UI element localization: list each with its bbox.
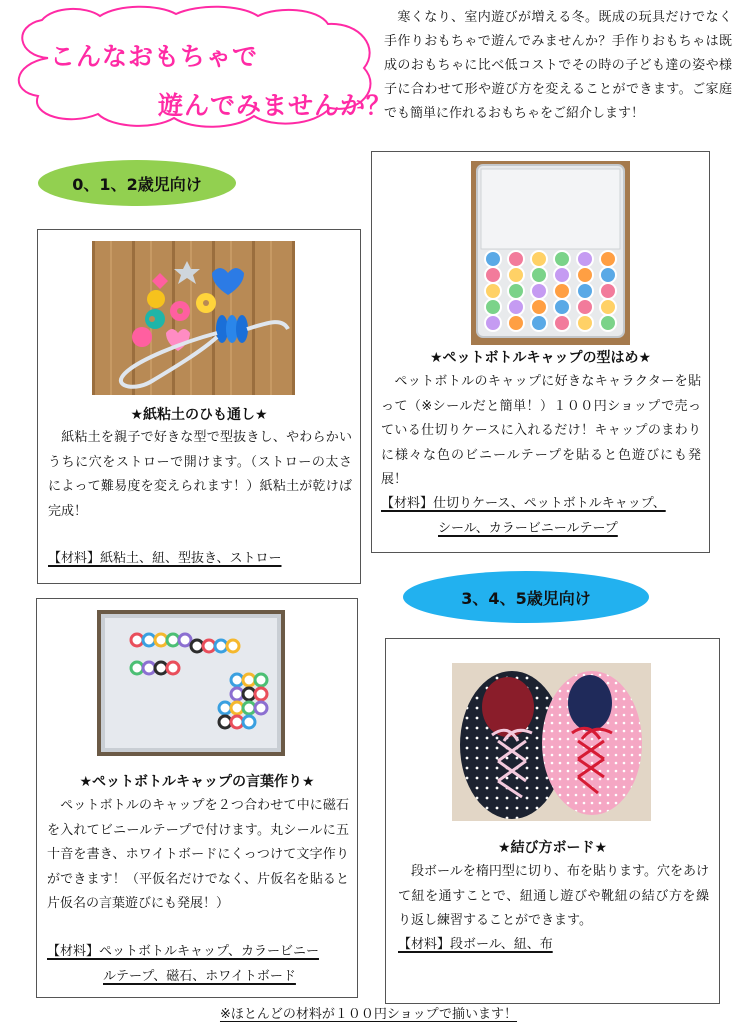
card-description: 段ボールを楕円型に切り、布を貼ります。穴をあけて紐を通すことで、紐通し遊びや靴紐の結び方を繰り返し練習することができます。 (398, 864, 709, 928)
page-title-line1: こんなおもちゃで (50, 42, 259, 71)
age-badge-young: 0、1、2歳児向け (38, 160, 236, 206)
cap-puzzle-photo (471, 161, 630, 345)
materials-line: 【材料】段ボール、紐、布 (398, 937, 553, 952)
card-title: ★ペットボトルキャップの言葉作り★ (79, 774, 315, 790)
title-cloud (8, 4, 393, 130)
materials-line: 【材料】仕切りケース、ペットボトルキャップ、 (381, 496, 666, 511)
toy-card-lacing-board (385, 638, 720, 1004)
intro-text: 寒くなり、室内遊びが増える冬。既成の玩具だけでなく手作りおもちゃで遊んでみませんか？手作りおもちゃは既成のおもちゃに比べ低コストでその時の子ども達の姿や様子に合わせて形や遊び方を変えることができます。ご家庭でも簡単に作れるおもちゃをご紹介します！ (384, 10, 732, 121)
card-title: ★結び方ボード★ (497, 840, 608, 856)
materials-line: シール、カラービニールテープ (438, 521, 618, 536)
card-title: ★紙粘土のひも通し★ (130, 407, 268, 423)
materials-line: 【材料】紙粘土、紐、型抜き、ストロー (48, 551, 282, 566)
word-board-photo (97, 610, 285, 756)
materials-line: 【材料】ペットボトルキャップ、カラービニー (47, 944, 319, 959)
materials-line: ルテープ、磁石、ホワイトボード (103, 969, 296, 984)
toy-card-clay-threading (37, 229, 361, 584)
age-badge-old: 3、4、5歳児向け (403, 571, 649, 623)
toy-card-cap-puzzle (371, 151, 710, 553)
card-title: ★ペットボトルキャップの型はめ★ (429, 350, 652, 366)
footer-note: ※ほとんどの材料が１００円ショップで揃います！ (219, 1007, 518, 1022)
card-description: 紙粘土を親子で好きな型で型抜きし、やわらかいうちに穴をストローで開けます。（ストローの太さによって難易度を変えられます！）紙粘土が乾けば完成！ (48, 430, 352, 519)
page-title-line2: 遊んでみませんか？ (158, 91, 393, 120)
card-description: ペットボトルのキャップに好きなキャラクターを貼って（※シールだと簡単！）１００円ショップで売っている仕切りケースに入れるだけ！キャップのまわりに様々な色のビニールテープを貼ると色遊びにも発展！ (381, 374, 701, 487)
clay-threading-photo (92, 241, 295, 395)
lacing-board-photo (452, 663, 651, 821)
card-description: ペットボトルのキャップを２つ合わせて中に磁石を入れてビニールテープで付けます。丸シールに五十音を書き、ホワイトボードにくっつけて文字作りができます！（平仮名だけでなく、片仮名を貼ると片仮名の言葉遊びにも発展！） (47, 798, 349, 911)
toy-card-word-making (36, 598, 358, 998)
